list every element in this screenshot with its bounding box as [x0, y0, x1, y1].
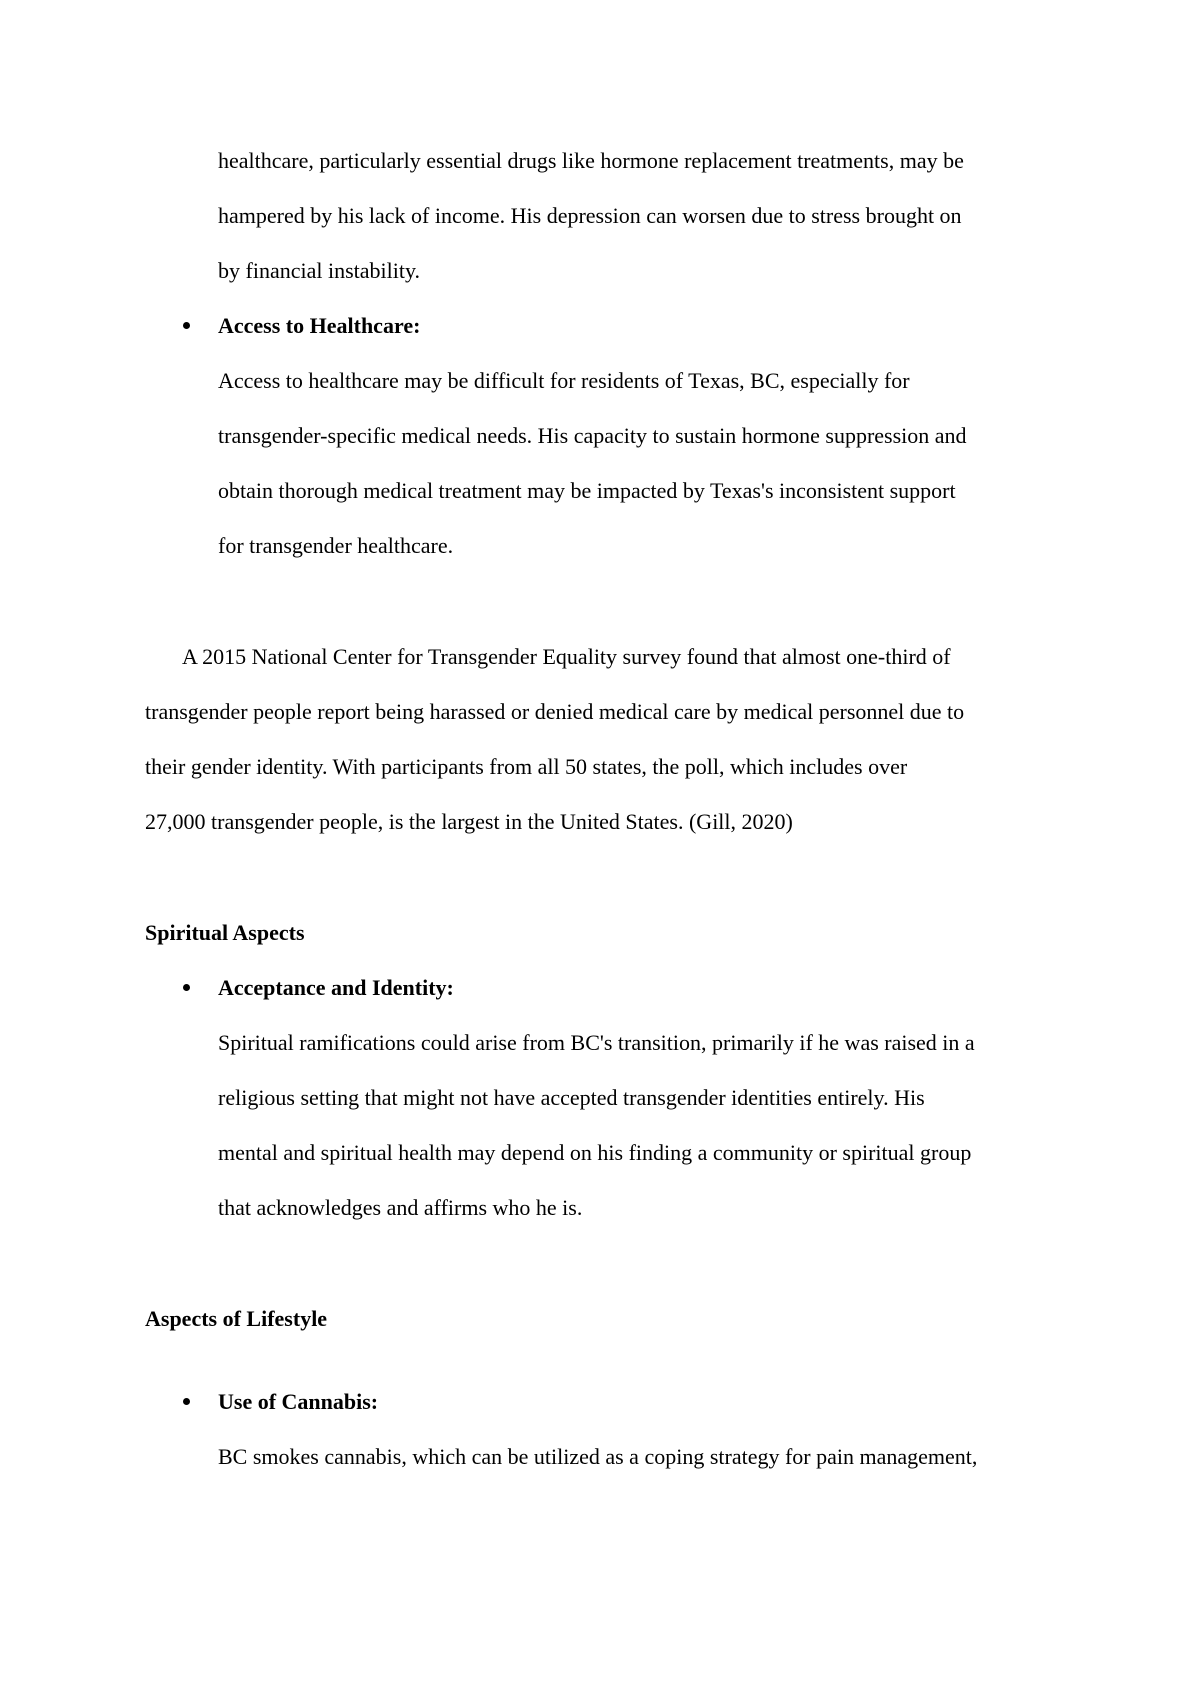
- text-line: religious setting that might not have accepted transgender identities entirely. His: [218, 1085, 925, 1110]
- text-line: that acknowledges and affirms who he is.: [218, 1195, 583, 1220]
- text-line: Access to healthcare may be difficult for residents of Texas, BC, especially for: [218, 368, 910, 393]
- text-line: mental and spiritual health may depend on his finding a community or spiritual group: [218, 1140, 972, 1165]
- bullet-icon: [183, 975, 193, 985]
- bullet-heading-acceptance-and-identity: Acceptance and Identity:: [218, 975, 454, 1000]
- paragraph-line: A 2015 National Center for Transgender Equality survey found that almost one-third of: [182, 644, 951, 669]
- paragraph-line: 27,000 transgender people, is the largest in the United States. (Gill, 2020): [145, 809, 793, 834]
- text-line: BC smokes cannabis, which can be utilized as a coping strategy for pain management,: [218, 1444, 978, 1469]
- section-heading-aspects-of-lifestyle: Aspects of Lifestyle: [145, 1306, 328, 1331]
- text-line: for transgender healthcare.: [218, 533, 454, 558]
- paragraph-line: transgender people report being harassed or denied medical care by medical personnel due to: [145, 699, 965, 724]
- bullet-heading-access-to-healthcare: Access to Healthcare:: [218, 313, 421, 338]
- text-line: healthcare, particularly essential drugs like hormone replacement treatments, may be: [218, 148, 964, 173]
- bullet-icon: [183, 313, 193, 323]
- bullet-icon: [183, 1389, 193, 1399]
- text-line: Spiritual ramifications could arise from BC's transition, primarily if he was raised in a: [218, 1030, 975, 1055]
- text-line: hampered by his lack of income. His depression can worsen due to stress brought on: [218, 203, 962, 228]
- section-heading-spiritual-aspects: Spiritual Aspects: [145, 920, 305, 945]
- text-line: obtain thorough medical treatment may be impacted by Texas's inconsistent support: [218, 478, 956, 503]
- bullet-heading-use-of-cannabis: Use of Cannabis:: [218, 1389, 379, 1414]
- text-line: by financial instability.: [218, 258, 421, 283]
- paragraph-line: their gender identity. With participants from all 50 states, the poll, which includes over: [145, 754, 908, 779]
- text-line: transgender-specific medical needs. His capacity to sustain hormone suppression and: [218, 423, 967, 448]
